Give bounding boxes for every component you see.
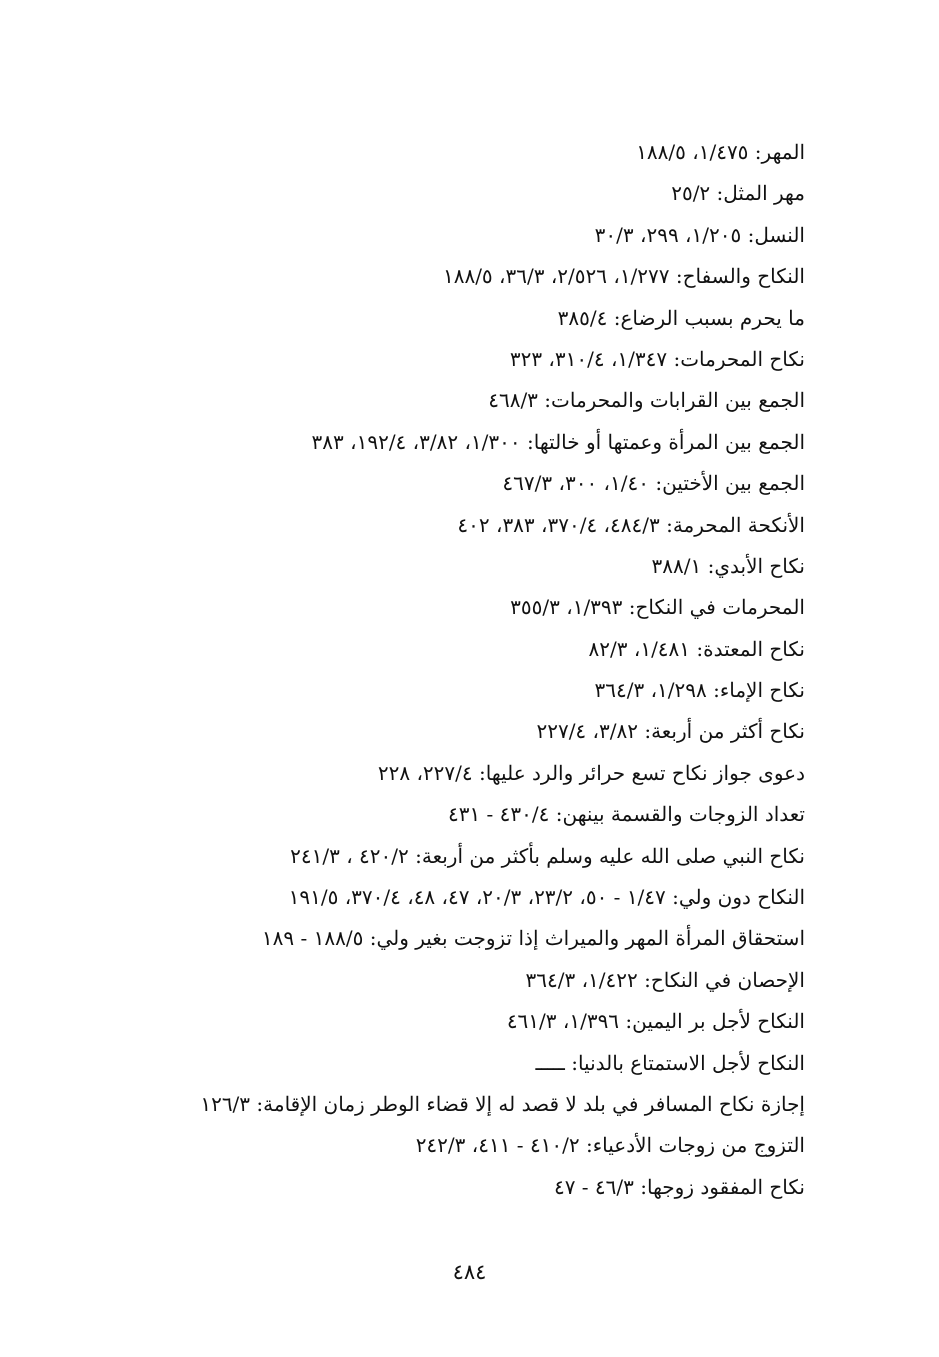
index-entry: النكاح والسفاح: ١/٢٧٧، ٢/٥٢٦، ٣٦/٣، ١٨٨/٥: [442, 264, 805, 289]
index-entry: نكاح أكثر من أربعة: ٣/٨٢، ٢٢٧/٤: [536, 719, 805, 744]
index-entry: الجمع بين الأختين: ١/٤٠، ٣٠٠، ٤٦٧/٣: [502, 471, 805, 496]
index-entry: الجمع بين المرأة وعمتها أو خالتها: ١/٣٠٠، ٣/٨٢، ١٩٢/٤، ٣٨٣: [311, 429, 805, 454]
index-entry: نكاح المعتدة: ١/٤٨١، ٨٢/٣: [588, 636, 805, 661]
index-entry: النكاح لأجل بر اليمين: ١/٣٩٦، ٤٦١/٣: [506, 1009, 805, 1034]
index-entry: نكاح المفقود زوجها: ٤٦/٣ - ٤٧: [553, 1174, 805, 1199]
index-entry: المحرمات في النكاح: ١/٣٩٣، ٣٥٥/٣: [510, 595, 805, 620]
index-entry: استحقاق المرأة المهر والميراث إذا تزوجت بغير ولي: ١٨٨/٥ - ١٨٩: [261, 926, 805, 951]
index-entry: نكاح الأبدي: ٣٨٨/١: [651, 553, 805, 578]
index-entry: ما يحرم بسبب الرضاع: ٣٨٥/٤: [557, 305, 805, 330]
index-entry: النكاح دون ولي: ١/٤٧ - ٥٠، ٢٣/٢، ٢٠/٣، ٤٧، ٤٨، ٣٧٠/٤، ١٩١/٥: [288, 885, 805, 910]
index-entry: نكاح الإماء: ١/٢٩٨، ٣٦٤/٣: [594, 678, 805, 703]
index-entry: مهر المثل: ٢٥/٢: [671, 181, 805, 206]
index-entry: دعوى جواز نكاح تسع حرائر والرد عليها: ٢٢٧/٤، ٢٢٨: [377, 760, 805, 785]
index-entry: المهر: ١/٤٧٥، ١٨٨/٥: [636, 140, 805, 164]
index-entry: النسل: ١/٢٠٥، ٢٩٩، ٣٠/٣: [594, 222, 805, 247]
index-entry: التزوج من زوجات الأدعياء: ٤١٠/٢ - ٤١١، ٢٤٢/٣: [415, 1133, 805, 1158]
index-entry: إجازة نكاح المسافر في بلد لا قصد له إلا قضاء الوطر زمان الإقامة: ١٢٦/٣: [200, 1091, 805, 1116]
index-entry: الجمع بين القرابات والمحرمات: ٤٦٨/٣: [488, 388, 805, 413]
index-entries: [105, 132, 805, 1208]
index-entry: نكاح النبي صلى الله عليه وسلم بأكثر من أربعة: ٤٢٠/٢ ، ٢٤١/٣: [290, 843, 805, 868]
index-entry: تعداد الزوجات والقسمة بينهن: ٤٣٠/٤ - ٤٣١: [447, 802, 805, 827]
index-entry: نكاح المحرمات: ١/٣٤٧، ٣١٠/٤، ٣٢٣: [509, 346, 805, 371]
index-entry: النكاح لأجل الاستمتاع بالدنيا: ـــــ: [535, 1050, 805, 1075]
index-entry: الأنكحة المحرمة: ٤٨٤/٣، ٣٧٠/٤، ٣٨٣، ٤٠٢: [457, 512, 805, 537]
page-number: ٤٨٤: [452, 1260, 487, 1284]
index-entry: الإحصان في النكاح: ١/٤٢٢، ٣٦٤/٣: [525, 967, 805, 992]
